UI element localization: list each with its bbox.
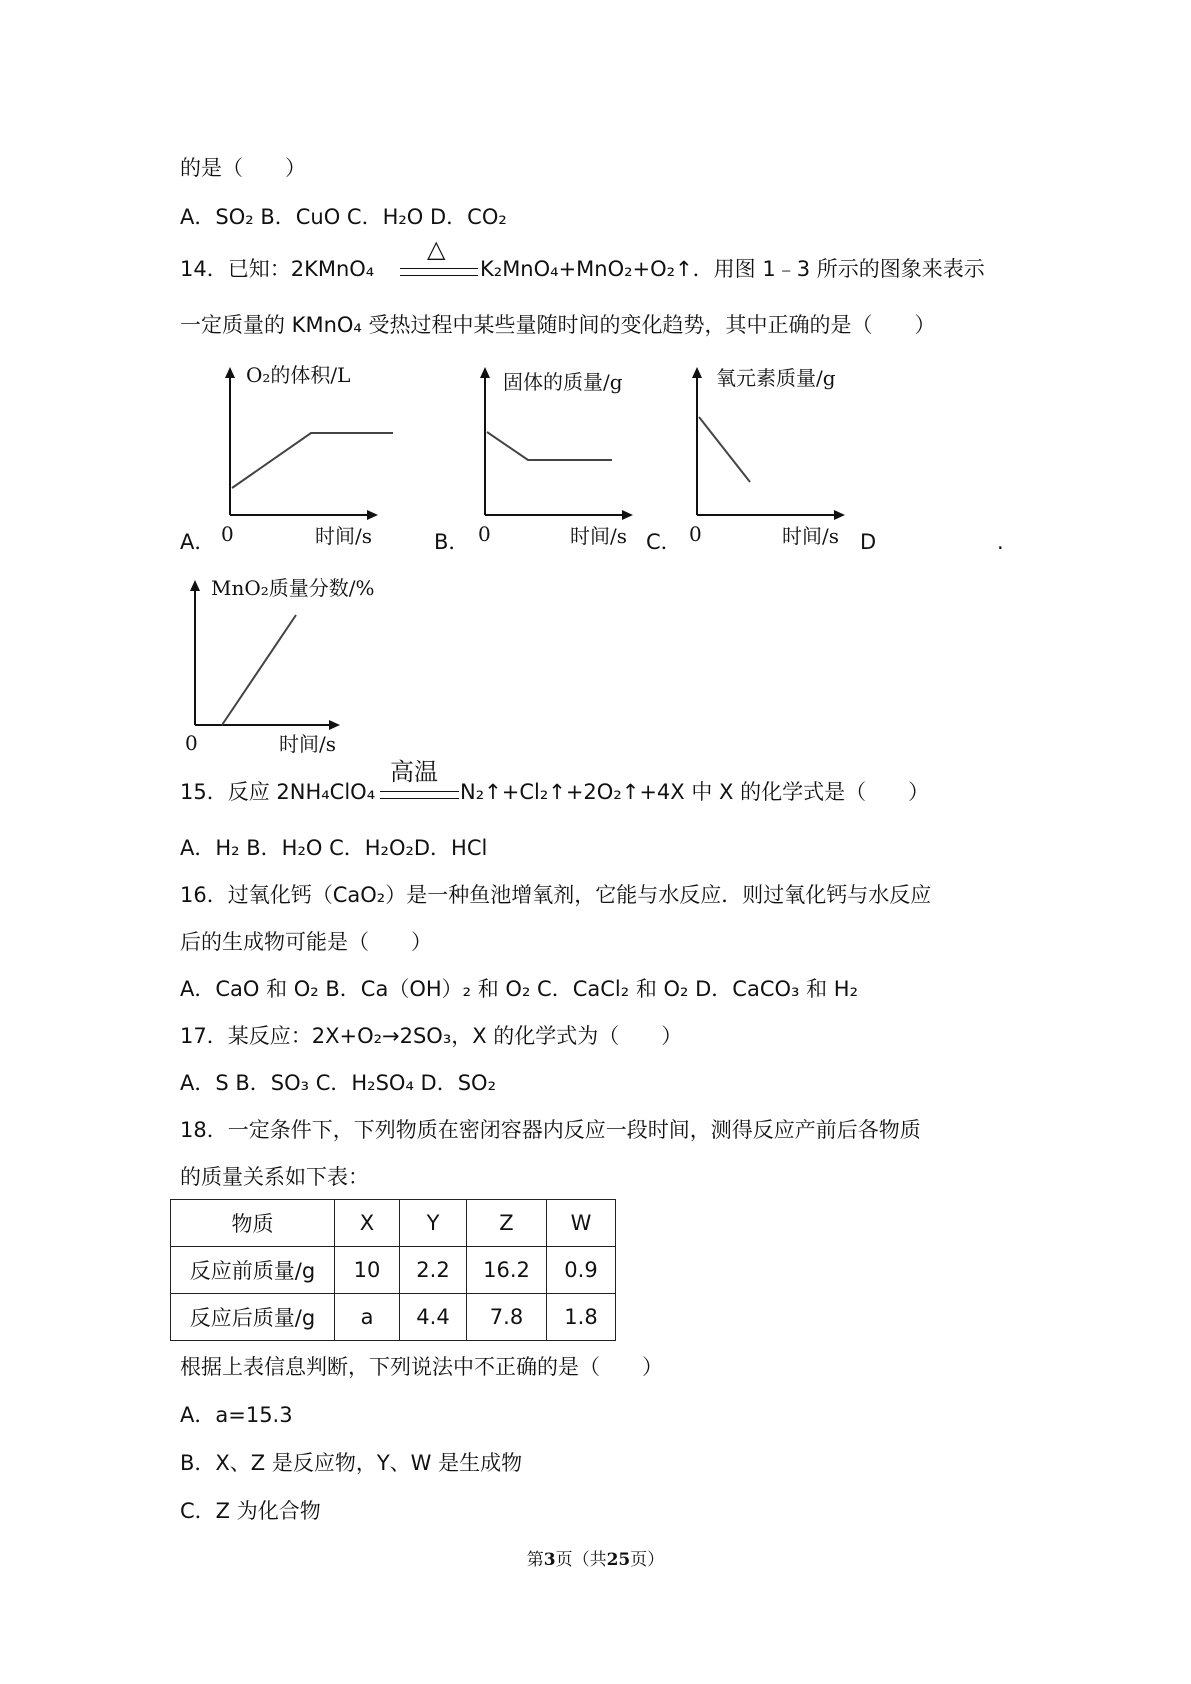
table-header-cell: Z	[467, 1200, 547, 1247]
graph-d-xlabel: 时间/s	[279, 732, 337, 756]
graph-d-origin: 0	[185, 731, 198, 755]
footer-prefix: 第	[526, 1550, 544, 1570]
graph-d-letter: D	[860, 530, 877, 554]
table-cell: 反应前质量/g	[171, 1247, 335, 1294]
graph-c-letter: C．	[646, 530, 682, 554]
graph-a-origin: 0	[221, 522, 234, 546]
q16-options: A．CaO 和 O₂ B．Ca（OH）₂ 和 O₂ C．CaCl₂ 和 O₂ D．CaCO₃ 和 H₂	[180, 977, 859, 1001]
footer-suffix: 页）	[630, 1550, 665, 1570]
table-cell: 1.8	[547, 1294, 616, 1341]
graph-a	[215, 365, 395, 550]
table-header-cell: W	[547, 1200, 616, 1247]
q17-options: A．S B．SO₃ C．H₂SO₄ D．SO₂	[180, 1071, 497, 1095]
table-cell: 7.8	[467, 1294, 547, 1341]
graph-d	[180, 578, 380, 763]
graph-b-origin: 0	[478, 522, 491, 546]
q14-line2: 一定质量的 KMnO₄ 受热过程中某些量随时间的变化趋势，其中正确的是（ ）	[180, 313, 936, 337]
q13-stem-end: 的是（ ）	[180, 156, 306, 180]
q14-equation-right: K₂MnO₄+MnO₂+O₂↑．用图 1﹣3 所示的图象来表示	[480, 257, 985, 281]
q14-equation-left: 14．已知：2KMnO₄	[180, 257, 375, 281]
table-cell: 16.2	[467, 1247, 547, 1294]
graph-d-trailing: .	[997, 530, 1004, 554]
graph-a-letter: A．	[180, 530, 216, 554]
q14-condition: △	[427, 235, 446, 263]
graph-c-xlabel: 时间/s	[782, 524, 840, 548]
graph-a-xlabel: 时间/s	[315, 524, 373, 548]
table-row	[171, 1294, 616, 1341]
q15-options: A．H₂ B．H₂O C．H₂O₂D．HCl	[180, 836, 488, 860]
footer-total-pages: 25	[606, 1550, 631, 1570]
table-cell: a	[335, 1294, 400, 1341]
q16-line2: 后的生成物可能是（ ）	[180, 930, 432, 954]
q15-equation-left: 15．反应 2NH₄ClO₄	[180, 780, 376, 804]
graph-b-ylabel: 固体的质量/g	[503, 370, 623, 394]
page-footer	[0, 1545, 1191, 1570]
table-cell: 10	[335, 1247, 400, 1294]
table-header-cell: 物质	[171, 1200, 335, 1247]
table-cell: 4.4	[400, 1294, 467, 1341]
q14-equals-sign	[400, 268, 478, 276]
table-cell: 0.9	[547, 1247, 616, 1294]
q17-line1: 17．某反应：2X+O₂→2SO₃，X 的化学式为（ ）	[180, 1024, 683, 1048]
q16-line1: 16．过氧化钙（CaO₂）是一种鱼池增氧剂，它能与水反应．则过氧化钙与水反应	[180, 883, 932, 907]
footer-middle: 页（共	[555, 1550, 607, 1570]
graph-c-origin: 0	[689, 522, 702, 546]
table-cell: 反应后质量/g	[171, 1294, 335, 1341]
q15-equation-right: N₂↑+Cl₂↑+2O₂↑+4X 中 X 的化学式是（ ）	[460, 780, 930, 804]
graph-c-ylabel: 氧元素质量/g	[716, 366, 836, 390]
table-header-cell: Y	[400, 1200, 467, 1247]
table-header-row	[171, 1200, 616, 1247]
q18-option-a: A．a=15.3	[180, 1403, 293, 1427]
q18-option-c: C．Z 为化合物	[180, 1499, 321, 1523]
graph-c	[682, 365, 862, 550]
footer-page-number: 3	[543, 1550, 556, 1570]
q18-line2: 的质量关系如下表：	[180, 1165, 369, 1189]
q13-options: A．SO₂ B．CuO C．H₂O D．CO₂	[180, 205, 507, 229]
graph-b	[470, 365, 650, 550]
graph-b-letter: B．	[434, 530, 470, 554]
q18-option-b: B．X、Z 是反应物，Y、W 是生成物	[180, 1451, 523, 1475]
graph-b-xlabel: 时间/s	[570, 524, 628, 548]
q15-condition: 高温	[390, 758, 438, 786]
graph-d-ylabel: MnO₂质量分数/%	[211, 576, 375, 600]
q18-line1: 18．一定条件下，下列物质在密闭容器内反应一段时间，测得反应产前后各物质	[180, 1118, 921, 1142]
table-row	[171, 1247, 616, 1294]
q18-question: 根据上表信息判断，下列说法中不正确的是（ ）	[180, 1355, 663, 1379]
table-cell: 2.2	[400, 1247, 467, 1294]
mass-table	[170, 1199, 616, 1341]
q15-equals-sign	[380, 791, 459, 799]
graph-a-ylabel: O₂的体积/L	[246, 363, 351, 387]
table-header-cell: X	[335, 1200, 400, 1247]
